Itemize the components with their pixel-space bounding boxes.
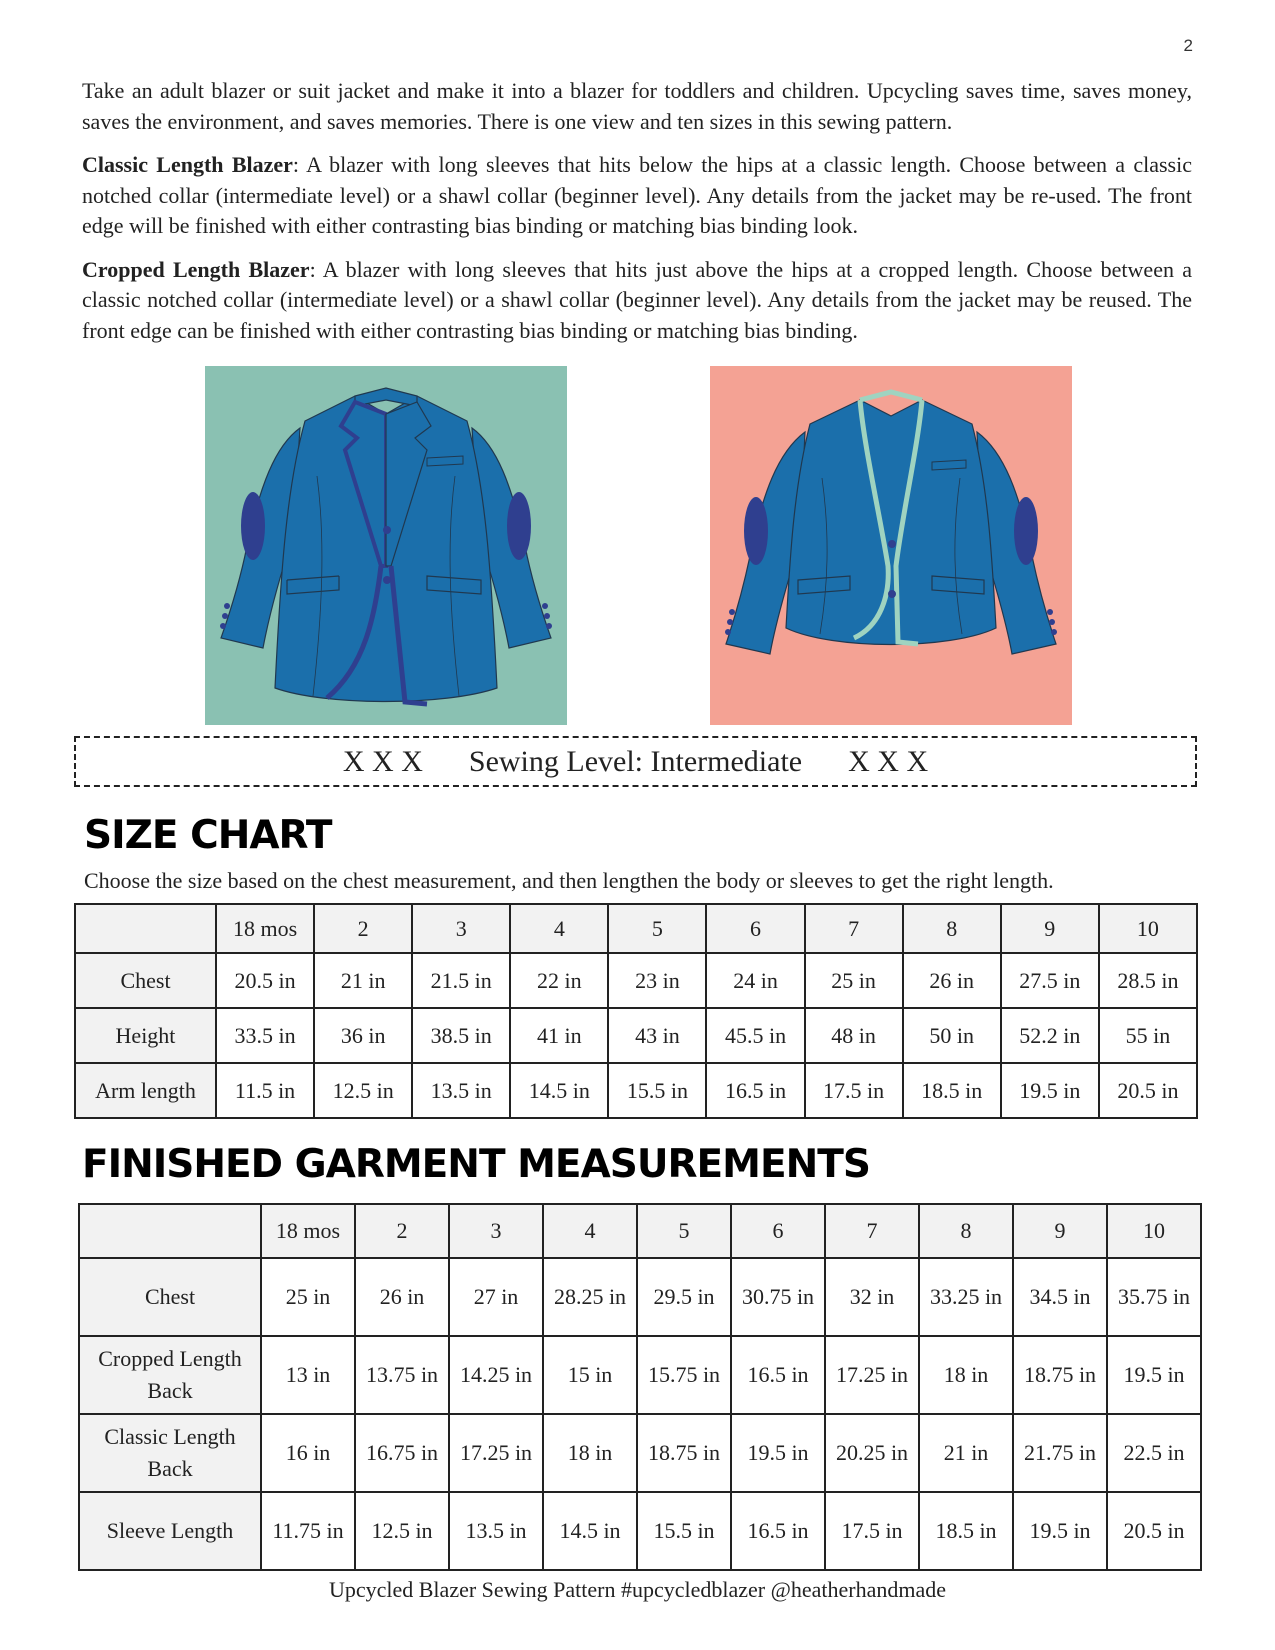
table-cell: 18 in (543, 1414, 637, 1492)
table-cell: 32 in (825, 1258, 919, 1336)
row-label: Cropped Length Back (79, 1336, 261, 1414)
table-cell: 24 in (706, 953, 804, 1008)
table-cell: 28.25 in (543, 1258, 637, 1336)
table-cell: 15.75 in (637, 1336, 731, 1414)
row-label: Chest (75, 953, 216, 1008)
table-row (79, 1258, 1201, 1336)
header-cell: 2 (314, 904, 412, 953)
table-cell: 14.5 in (510, 1063, 608, 1118)
table-cell: 29.5 in (637, 1258, 731, 1336)
table-cell: 15.5 in (637, 1492, 731, 1570)
table-cell: 33.5 in (216, 1008, 314, 1063)
table-cell: 22.5 in (1107, 1414, 1201, 1492)
table-cell: 15 in (543, 1336, 637, 1414)
table-cell: 11.75 in (261, 1492, 355, 1570)
table-row (75, 1008, 1197, 1063)
cropped-paragraph (82, 255, 1192, 347)
table-row (79, 1336, 1201, 1414)
cropped-text: : A blazer with long sleeves that hits just above the hips at a cropped length. Choose between a classic notched collar (intermediate level) or a shawl collar (beginner level). Any details from the jacket may be reused. The front edge can be finished with either contrasting bias binding or matching bias binding. (82, 256, 1192, 343)
header-cell: 5 (608, 904, 706, 953)
header-cell: 4 (510, 904, 608, 953)
table-cell: 45.5 in (706, 1008, 804, 1063)
level-marks-right: X X X (848, 744, 929, 778)
table-cell: 20.5 in (1107, 1492, 1201, 1570)
row-label: Classic Length Back (79, 1414, 261, 1492)
table-cell: 36 in (314, 1008, 412, 1063)
table-cell: 18.5 in (919, 1492, 1013, 1570)
table-cell: 41 in (510, 1008, 608, 1063)
header-cell: 10 (1107, 1204, 1201, 1258)
intro-paragraph: Take an adult blazer or suit jacket and make it into a blazer for toddlers and children. Upcycling saves time, saves money, saves the environment, and saves memories. There is one view and ten sizes in this sewing pattern. (82, 78, 1192, 134)
classic-title: Classic Length Blazer (82, 152, 293, 177)
level-marks-left: X X X (342, 744, 423, 778)
header-cell: 8 (903, 904, 1001, 953)
finished-measurements-title: FINISHED GARMENT MEASUREMENTS (82, 1142, 870, 1187)
sewing-level-label: Sewing Level: Intermediate (468, 744, 803, 778)
table-cell: 14.5 in (543, 1492, 637, 1570)
table-cell: 19.5 in (1013, 1492, 1107, 1570)
table-cell: 26 in (903, 953, 1001, 1008)
table-cell: 27 in (449, 1258, 543, 1336)
page-number: 2 (1183, 36, 1193, 55)
table-cell: 13.5 in (449, 1492, 543, 1570)
size-chart-note: Choose the size based on the chest measurement, and then lengthen the body or sleeves to get the right length. (84, 868, 1054, 893)
table-cell: 17.5 in (825, 1492, 919, 1570)
sewing-level-box (74, 736, 1197, 787)
table-cell: 34.5 in (1013, 1258, 1107, 1336)
table-cell: 18 in (919, 1336, 1013, 1414)
classic-blazer-illustration (205, 366, 567, 725)
table-cell: 26 in (355, 1258, 449, 1336)
table-cell: 21.75 in (1013, 1414, 1107, 1492)
size-chart-header-row (75, 904, 1197, 953)
table-cell: 50 in (903, 1008, 1001, 1063)
header-cell (79, 1204, 261, 1258)
header-cell: 18 mos (261, 1204, 355, 1258)
row-label: Chest (79, 1258, 261, 1336)
cropped-blazer-illustration (710, 366, 1072, 725)
cropped-title: Cropped Length Blazer (82, 256, 310, 282)
table-cell: 19.5 in (1001, 1063, 1099, 1118)
table-cell: 14.25 in (449, 1336, 543, 1414)
row-label: Height (75, 1008, 216, 1063)
table-cell: 12.5 in (355, 1492, 449, 1570)
finished-header-row (79, 1204, 1201, 1258)
table-cell: 21.5 in (412, 953, 510, 1008)
table-cell: 19.5 in (1107, 1336, 1201, 1414)
header-cell: 3 (449, 1204, 543, 1258)
table-cell: 33.25 in (919, 1258, 1013, 1336)
header-cell: 6 (706, 904, 804, 953)
table-cell: 16.5 in (731, 1492, 825, 1570)
header-cell: 7 (825, 1204, 919, 1258)
header-cell: 10 (1099, 904, 1197, 953)
table-cell: 16.5 in (731, 1336, 825, 1414)
table-cell: 20.5 in (216, 953, 314, 1008)
size-chart-table (74, 903, 1198, 1119)
table-cell: 16.75 in (355, 1414, 449, 1492)
footer-text: Upcycled Blazer Sewing Pattern #upcycledblazer @heatherhandmade (328, 1577, 947, 1602)
row-label: Arm length (75, 1063, 216, 1118)
table-cell: 17.25 in (449, 1414, 543, 1492)
table-cell: 22 in (510, 953, 608, 1008)
table-cell: 27.5 in (1001, 953, 1099, 1008)
table-cell: 16.5 in (706, 1063, 804, 1118)
table-cell: 11.5 in (216, 1063, 314, 1118)
table-cell: 20.5 in (1099, 1063, 1197, 1118)
header-cell (75, 904, 216, 953)
header-cell: 18 mos (216, 904, 314, 953)
table-cell: 43 in (608, 1008, 706, 1063)
table-cell: 28.5 in (1099, 953, 1197, 1008)
table-cell: 16 in (261, 1414, 355, 1492)
table-cell: 13.5 in (412, 1063, 510, 1118)
classic-blazer-drawing (205, 366, 567, 725)
table-cell: 17.5 in (805, 1063, 903, 1118)
table-cell: 25 in (261, 1258, 355, 1336)
header-cell: 8 (919, 1204, 1013, 1258)
table-cell: 17.25 in (825, 1336, 919, 1414)
table-cell: 19.5 in (731, 1414, 825, 1492)
header-cell: 4 (543, 1204, 637, 1258)
classic-paragraph (82, 150, 1192, 242)
table-cell: 18.75 in (637, 1414, 731, 1492)
table-cell: 52.2 in (1001, 1008, 1099, 1063)
header-cell: 5 (637, 1204, 731, 1258)
table-cell: 25 in (805, 953, 903, 1008)
finished-measurements-table (78, 1203, 1202, 1571)
table-cell: 12.5 in (314, 1063, 412, 1118)
table-cell: 38.5 in (412, 1008, 510, 1063)
table-cell: 18.5 in (903, 1063, 1001, 1118)
header-cell: 9 (1001, 904, 1099, 953)
header-cell: 3 (412, 904, 510, 953)
table-cell: 21 in (314, 953, 412, 1008)
table-cell: 55 in (1099, 1008, 1197, 1063)
table-cell: 18.75 in (1013, 1336, 1107, 1414)
header-cell: 7 (805, 904, 903, 953)
table-row (79, 1492, 1201, 1570)
table-row (79, 1414, 1201, 1492)
table-cell: 13 in (261, 1336, 355, 1414)
table-cell: 20.25 in (825, 1414, 919, 1492)
header-cell: 6 (731, 1204, 825, 1258)
table-cell: 35.75 in (1107, 1258, 1201, 1336)
header-cell: 9 (1013, 1204, 1107, 1258)
table-row (75, 953, 1197, 1008)
intro-text (82, 76, 1192, 359)
table-cell: 30.75 in (731, 1258, 825, 1336)
row-label: Sleeve Length (79, 1492, 261, 1570)
table-cell: 15.5 in (608, 1063, 706, 1118)
header-cell: 2 (355, 1204, 449, 1258)
size-chart-title: SIZE CHART (84, 813, 332, 858)
table-cell: 23 in (608, 953, 706, 1008)
cropped-blazer-drawing (710, 366, 1072, 725)
table-cell: 48 in (805, 1008, 903, 1063)
table-cell: 21 in (919, 1414, 1013, 1492)
table-row (75, 1063, 1197, 1118)
classic-text: : A blazer with long sleeves that hits below the hips at a classic length. Choose between a classic notched collar (intermediate level) or a shawl collar (beginner level). Any details from the jacket may be re-used. The front edge will be finished with either contrasting bias binding or matching bias binding look. (82, 152, 1192, 238)
table-cell: 13.75 in (355, 1336, 449, 1414)
